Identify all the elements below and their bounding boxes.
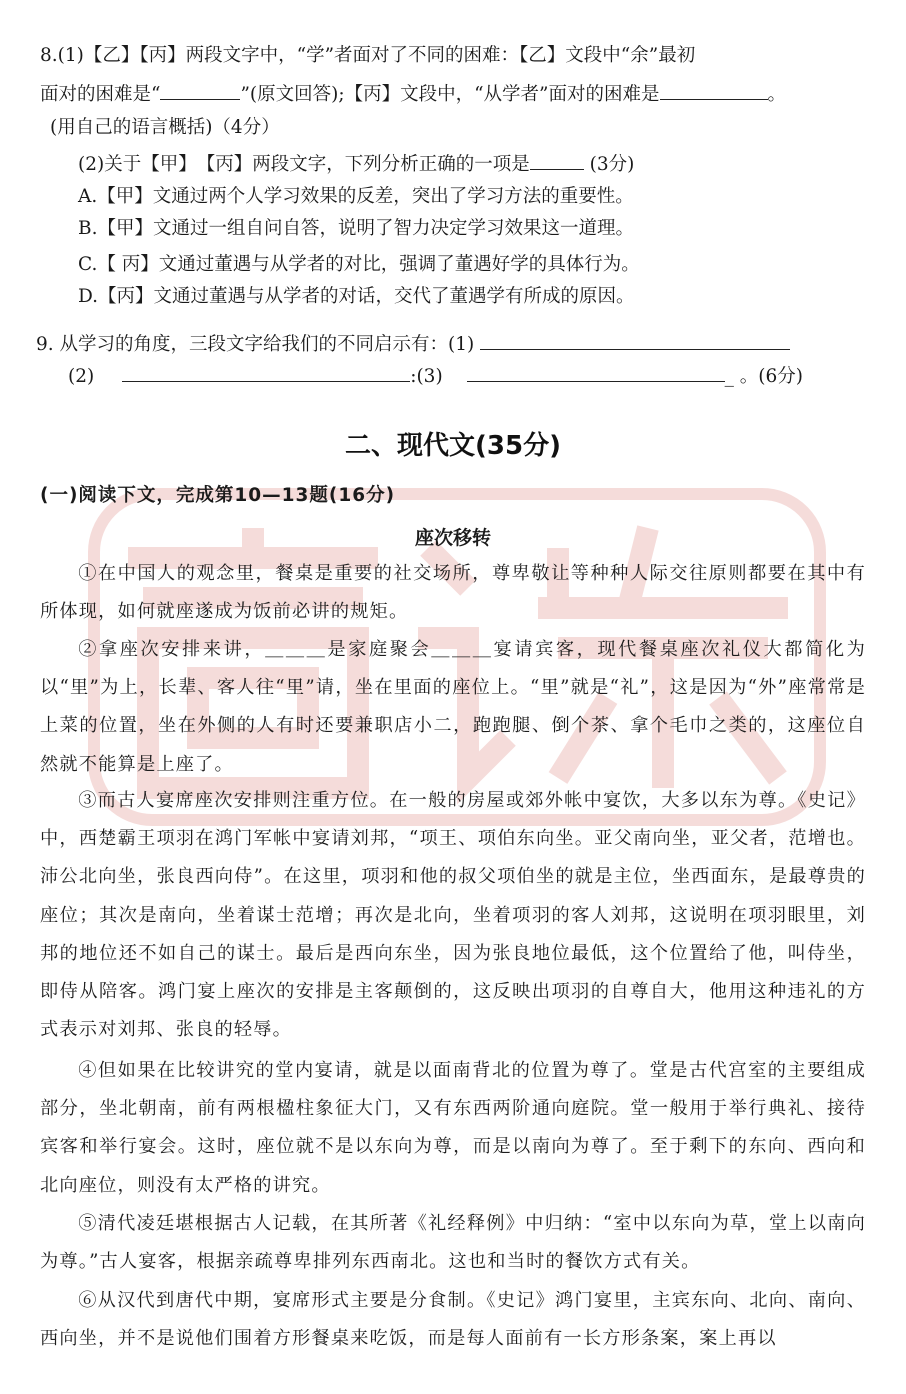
paragraph-4: ④但如果在比较讲究的堂内宴请，就是以面南背北的位置为尊了。堂是古代宫室的主要组成部分，坐北朝南，前有两根楹柱象征大门，又有东西两阶通向庭院。堂一般用于举行典礼、接待宾客和举行宴会。这时，座位就不是以东向为尊，而是以南向为尊了。至于剩下的东向、西向和北向座位，则没有太严格的讲究。 (40, 1060, 866, 1196)
answer-blank-5[interactable] (122, 363, 410, 382)
paragraph-5: ⑤清代凌廷堪根据古人记载，在其所著《礼经释例》中归纳：“室中以东向为草，堂上以南向为尊。”古人宴客，根据亲疏尊卑排列东西南北。这也和当时的餐饮方式有关。 (40, 1213, 866, 1273)
answer-blank-1[interactable] (160, 81, 240, 100)
article-title: 座次移转 (414, 527, 491, 549)
answer-blank-3[interactable] (530, 151, 584, 170)
reading-instruction: (一)阅读下文，完成第10—13题(16分) (40, 485, 396, 506)
answer-blank-2[interactable] (660, 81, 768, 100)
q9-line1: 9. 从学习的角度，三段文字给我们的不同启示有：(1) (36, 331, 790, 357)
section-title: 二、现代文(35分) (345, 431, 561, 461)
q8-option-c[interactable]: C.【 丙】文通过董遇与从学者的对比，强调了董遇好学的具体行为。 (78, 254, 640, 275)
paragraph-3: ③而古人宴席座次安排则注重方位。在一般的房屋或郊外帐中宴饮，大多以东为尊。《史记》中，西楚霸王项羽在鸿门军帐中宴请刘邦，“项王、项伯东向坐。亚父南向坐，亚父者，范增也。沛公北向坐，张良西向侍”。在这里，项羽和他的叔父项伯坐的就是主位，坐西面东，是最尊贵的座位；其次是南向，坐着谋士范增；再次是北向，坐着项羽的客人刘邦，这说明在项羽眼里，刘邦的地位还不如自己的谋士。最后是西向东坐，因为张良地位最低，这个位置给了他，叫侍坐，即侍从陪客。鸿门宴上座次的安排是主客颠倒的，这反映出项羽的自尊自大，他用这种违礼的方式表示对刘邦、张良的轻辱。 (40, 790, 866, 1041)
q8-option-b[interactable]: B.【甲】文通过一组自问自答，说明了智力决定学习效果这一道理。 (78, 218, 634, 239)
q8-option-d[interactable]: D.【丙】文通过董遇与从学者的对话，交代了董遇学有所成的原因。 (78, 286, 635, 307)
paragraph-2: ②拿座次安排来讲，＿＿＿是家庭聚会＿＿＿宴请宾客，现代餐桌座次礼仪大都简化为以“里”为上，长辈、客人往“里”请，坐在里面的座位上。“里”就是“礼”，这是因为“外”座常常是上菜的位置，坐在外侧的人有时还要兼职店小二，跑跑腿、倒个茶、拿个毛巾之类的，这座位自然就不能算是上座了。 (40, 639, 866, 775)
q8-line2: 面对的困难是“ ”(原文回答);【丙】文段中，“从学者”面对的困难是 。 (40, 81, 786, 107)
q8-part2: (2)关于【甲】 【丙】两段文字，下列分析正确的一项是 (3分) (78, 151, 634, 177)
answer-blank-6[interactable] (467, 363, 725, 382)
paragraph-6: ⑥从汉代到唐代中期，宴席形式主要是分食制。《史记》鸿门宴里，主宾东向、北向、南向、西向坐，并不是说他们围着方形餐桌来吃饭，而是每人面前有一长方形条案，案上再以 (40, 1290, 866, 1350)
q8-line1: 8.(1)【乙】【丙】两段文字中，“学”者面对了不同的困难：【乙】文段中“余”最初 (40, 45, 696, 66)
paragraph-1: ①在中国人的观念里，餐桌是重要的社交场所，尊卑敬让等种种人际交往原则都要在其中有所体现，如何就座遂成为饭前必讲的规矩。 (40, 563, 866, 623)
q8-line3: (用自己的语言概括)（4分） (50, 117, 280, 138)
q9-line2: (2) :(3) _ 。(6分) (68, 363, 803, 389)
q8-option-a[interactable]: A.【甲】文通过两个人学习效果的反差，突出了学习方法的重要性。 (78, 186, 634, 207)
answer-blank-4[interactable] (480, 331, 790, 350)
